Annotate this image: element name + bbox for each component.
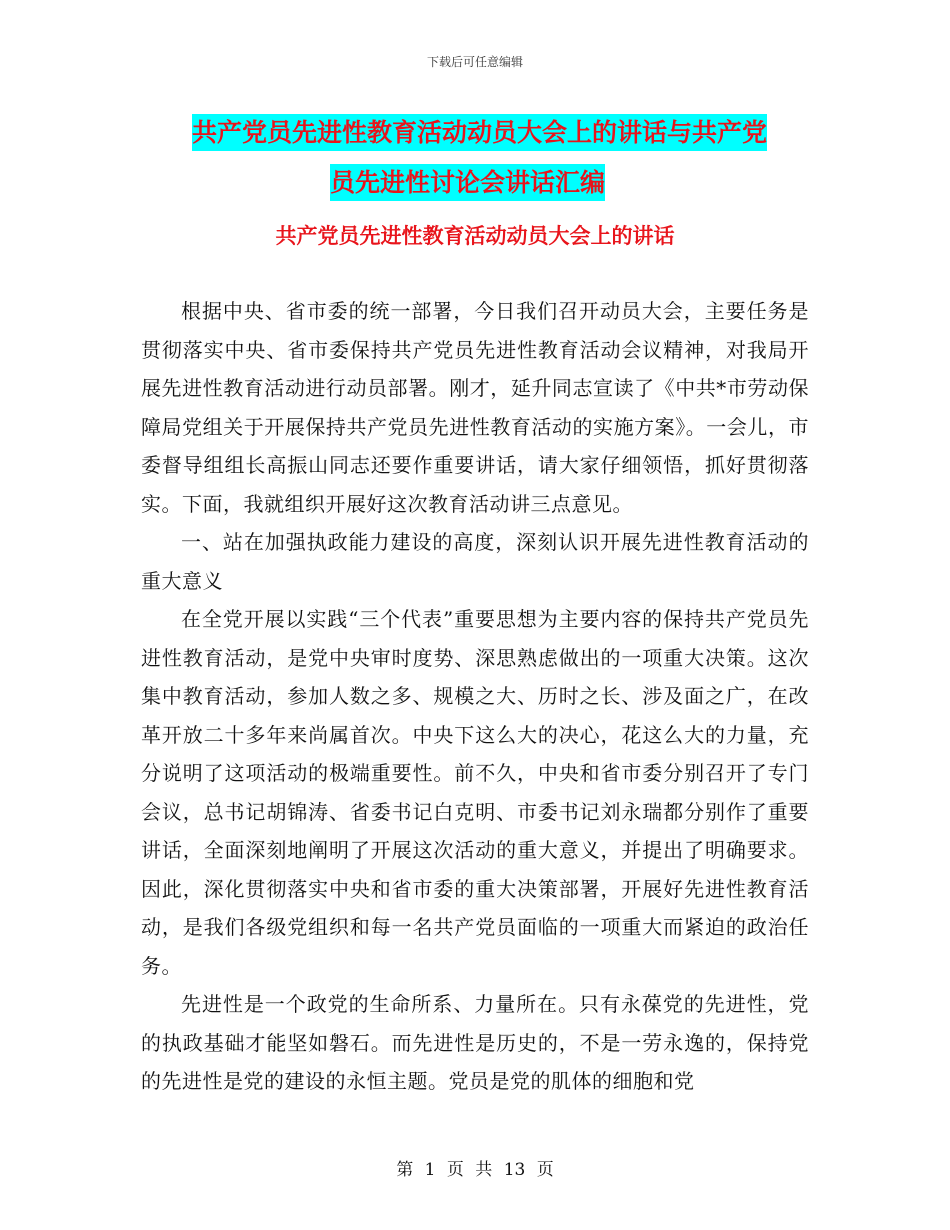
- paragraph-advancement: 先进性是一个政党的生命所系、力量所在。只有永葆党的先进性，党的执政基础才能坚如磐石。而先进性是历史的，不是一劳永逸的，保持党的先进性是党的建设的永恒主题。党员是党的肌体的细胞和党: [141, 992, 809, 1093]
- page-number-footer: 第 1 页 共 13 页: [396, 1160, 554, 1180]
- paragraph-intro: 根据中央、省市委的统一部署，今日我们召开动员大会，主要任务是贯彻落实中央、省市委保持共产党员先进性教育活动会议精神，对我局开展先进性教育活动进行动员部署。刚才，延升同志宣读了《中共*市劳动保障局党组关于开展保持共产党员先进性教育活动的实施方案》。一会儿，市委督导组组长高振山同志还要作重要讲话，请大家仔细领悟，抓好贯彻落实。下面，我就组织开展好这次教育活动讲三点意见。: [141, 299, 809, 516]
- document-title: [140, 108, 840, 208]
- body-text: [141, 292, 809, 1101]
- paragraph-significance: 在全党开展以实践“三个代表”重要思想为主要内容的保持共产党员先进性教育活动，是党中央审时度势、深思熟虑做出的一项重大决策。这次集中教育活动，参加人数之多、规模之大、历时之长、涉及面之广，在改革开放二十多年来尚属首次。中央下这么大的决心，花这么大的力量，充分说明了这项活动的极端重要性。前不久，中央和省市委分别召开了专门会议，总书记胡锦涛、省委书记白克明、市委书记刘永瑞都分别作了重要讲话，全面深刻地阐明了开展这次活动的重大意义，并提出了明确要求。因此，深化贯彻落实中央和省市委的重大决策部署，开展好先进性教育活动，是我们各级党组织和每一名共产党员面临的一项重大而紧迫的政治任务。: [141, 607, 809, 978]
- page-header-note: 下载后可任意编辑: [426, 55, 523, 69]
- title-line-2: 员先进性讨论会讲话汇编: [330, 164, 605, 201]
- section-title: 共产党员先进性教育活动动员大会上的讲话: [275, 224, 675, 248]
- paragraph-heading-one: 一、站在加强执政能力建设的高度，深刻认识开展先进性教育活动的重大意义: [141, 530, 809, 593]
- title-line-1: 共产党员先进性教育活动动员大会上的讲话与共产党: [192, 114, 767, 151]
